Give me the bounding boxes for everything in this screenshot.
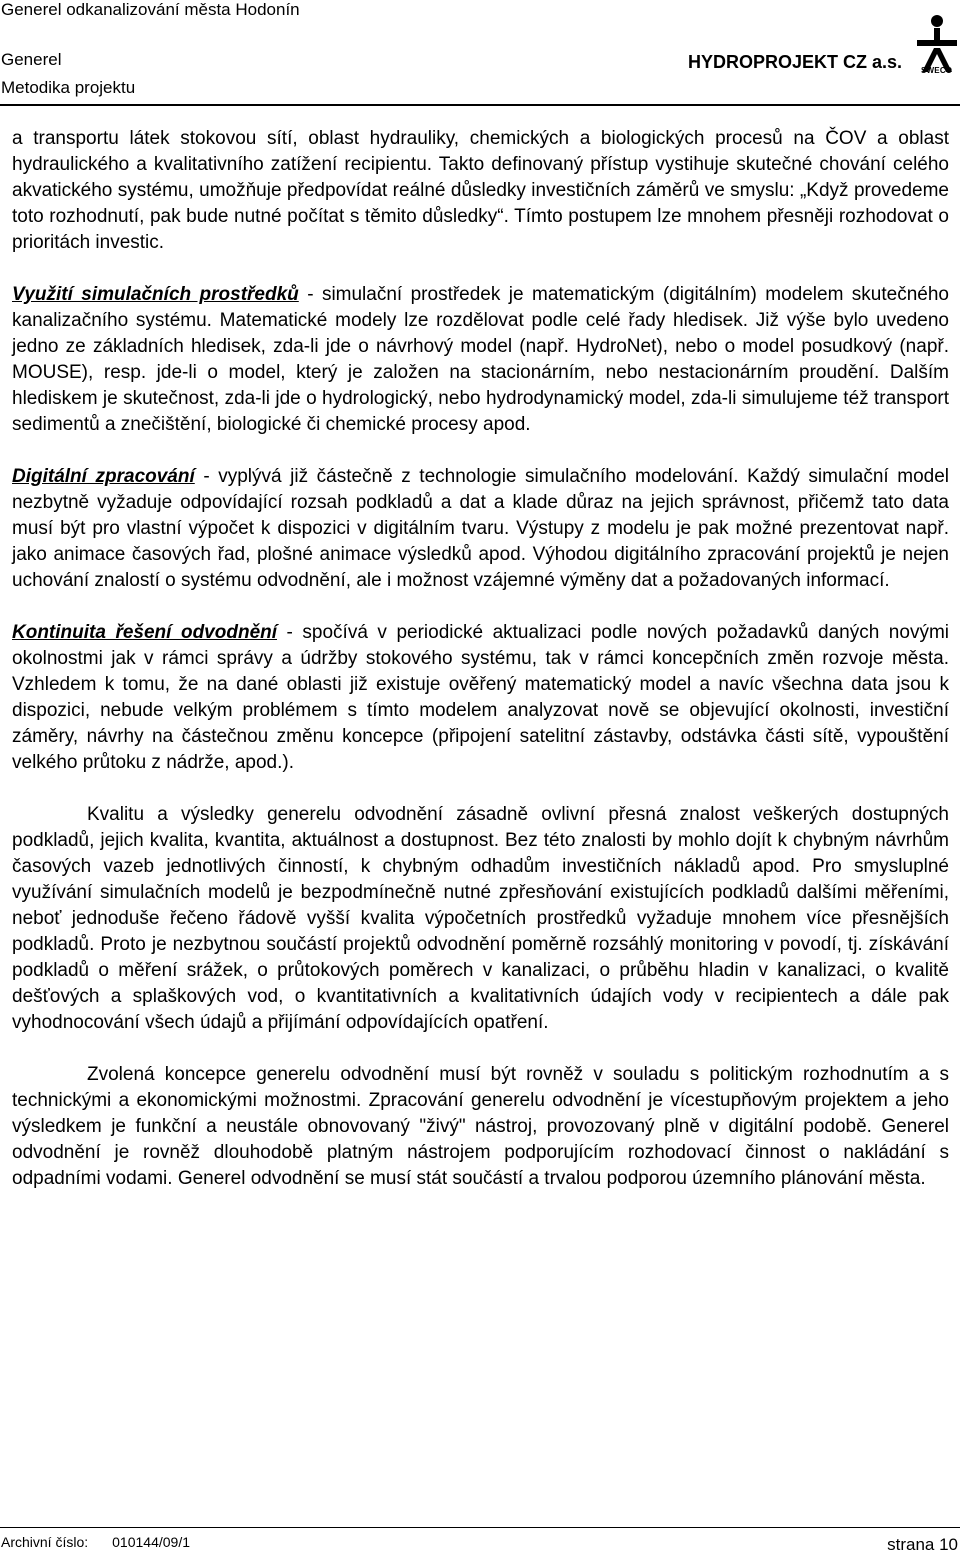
term-heading: Využití simulačních prostředků [12,284,299,305]
paragraph-text: a transportu látek stokovou sítí, oblast hydrauliky, chemických a biologických procesů na ČOV a oblast hydraulického a kvalitativního zatížení recipientu. Takto definovaný přístup vystihuje skutečné chování celého akvatického systému, umožňuje předpovídat reálné důsledky investičních záměrů ve smyslu: „Když provedeme toto rozhodnutí, pak bude nutné počítat s těmito důsledky“. Tímto postupem lze mnohem přesněji rozhodovat o prioritách investic. [12,128,949,253]
logo-wordmark: SWECO [921,66,953,75]
footer-divider [0,1527,960,1528]
paragraph [12,1062,949,1192]
body-text [12,126,949,1192]
page-number: strana 10 [887,1535,958,1554]
paragraph-text: - simulační prostředek je matematickým (digitálním) modelem skutečného kanalizačního systému. Matematické modely lze rozdělovat podle celé řady hledisek. Již výše bylo uvedeno jedno ze základních hledisek, zda-li jde o návrhový model (např. HydroNet), nebo o model posudkový (např. MOUSE), resp. jde-li o model, který je založen na stacionárním, nebo nestacionárním proudění. Dalším hlediskem je skutečnost, zda-li jde o hydrologický, nebo hydrodynamický model, zda-li simulujeme též transport sedimentů a znečištění, biologické či chemické procesy apod. [12,284,949,435]
paragraph-text: - vyplývá již částečně z technologie simulačního modelování. Každý simulační model nezbytně vyžaduje odpovídající rozsah podkladů a dat a klade důraz na jejich správnost, přičemž tato data musí být pro vlastní výpočet k dispozici v digitálním tvaru. Výstupy z modelu je pak možné prezentovat např. jako animace časových řad, plošné animace výsledků apod. Výhodou digitálního zpracování projektů je nejen uchování znalostí o systému odvodnění, ale i možnost vzájemné výměny dat a požadovaných informací. [12,466,949,591]
paragraph [12,802,949,1036]
header-divider [0,104,960,106]
paragraph [12,464,949,594]
document-title: Generel odkanalizování města Hodonín [1,0,300,19]
archive-number [1,1534,190,1550]
archive-value: 010144/09/1 [112,1534,190,1550]
header-section: Generel [1,50,62,69]
paragraph [12,126,949,256]
term-heading: Digitální zpracování [12,466,195,487]
header-subsection: Metodika projektu [1,78,136,97]
paragraph [12,282,949,438]
paragraph-text: Zvolená koncepce generelu odvodnění musí být rovněž v souladu s politickým rozhodnutím a s technickými a ekonomickými možnostmi. Zpracování generelu odvodnění je vícestupňovým projektem a jeho výsledkem je funkční a neustále obnovovaný "živý" nástroj, provozovaný plně v digitální podobě. Generel odvodnění je rovněž dlouhodobě platným nástrojem podporujícím rozhodovací činnost o nakládání s odpadními vodami. Generel odvodnění se musí stát součástí a trvalou podporou územního plánování města. [12,1064,949,1189]
paragraph-text: - spočívá v periodické aktualizaci podle nových požadavků daných novými okolnostmi jak v rámci správy a údržby stokového systému, tak v rámci koncepčních změn rozvoje města. Vzhledem k tomu, že na dané oblasti již existuje ověřený matematický model a navíc všechna data jsou k dispozici, nebude velkým problémem s tímto modelem analyzovat nově se objevující okolnosti, investiční záměry, návrhy na částečnou změnu koncepce (připojení satelitní zástavby, odstávka části sítě, vypouštění velkého průtoku z nádrže, apod.). [12,622,949,773]
company-name: HYDROPROJEKT CZ a.s. [688,52,903,72]
archive-label: Archivní číslo: [1,1534,89,1550]
page-header [0,0,960,112]
term-heading: Kontinuita řešení odvodnění [12,622,278,643]
paragraph-text: Kvalitu a výsledky generelu odvodnění zásadně ovlivní přesná znalost veškerých dostupných podkladů, jejich kvalita, kvantita, aktuálnost a dostupnost. Bez této znalosti by mohlo dojít k chybným návrhům časových vazeb jednotlivých činností, k chybným odhadům investičních nákladů apod. Pro smysluplné využívání simulačních modelů je bezpodmínečně nutné zpřesňování existujících podkladů dalšími měřeními, neboť jednoduše řečeno řádově vyšší kvalita výpočetních prostředků vyžaduje mnohem více přesnějších podkladů. Proto je nezbytnou součástí projektů odvodnění poměrně rozsáhlý monitoring v povodí, tj. získávání podkladů o měření srážek, o průtokových poměrech v kanalizaci, o průběhu hladin v kanalizaci, o kvalitě dešťových a splaškových vod, o kvantitativních a kvalitativních údajích vody v recipientech a dále pak vyhodnocování všech údajů a přijímání odpovídajících opatření. [12,804,949,1033]
paragraph [12,620,949,776]
